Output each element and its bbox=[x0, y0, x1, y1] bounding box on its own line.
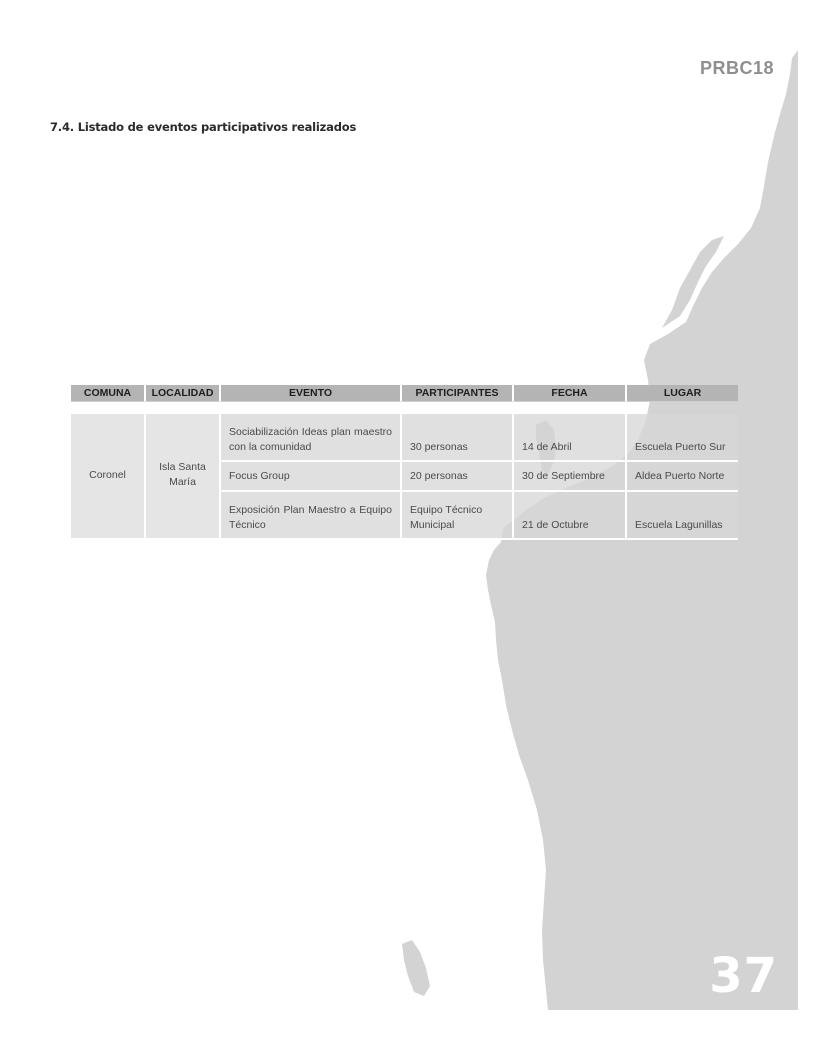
table-row bbox=[71, 414, 738, 462]
events-table-container bbox=[71, 385, 738, 540]
column-header-fecha: FECHA bbox=[514, 385, 627, 402]
column-header-comuna: COMUNA bbox=[71, 385, 146, 402]
cell-lugar: Aldea Puerto Norte bbox=[627, 462, 738, 492]
events-table bbox=[71, 385, 738, 540]
table-spacer-row bbox=[71, 402, 738, 414]
cell-fecha: 14 de Abril bbox=[514, 414, 627, 462]
column-header-participantes: PARTICIPANTES bbox=[402, 385, 514, 402]
section-title: 7.4. Listado de eventos participativos realizados bbox=[50, 120, 357, 134]
column-header-evento: EVENTO bbox=[221, 385, 402, 402]
column-header-lugar: LUGAR bbox=[627, 385, 738, 402]
page-number: 37 bbox=[709, 948, 778, 1004]
cell-participantes: 30 personas bbox=[402, 414, 514, 462]
cell-evento: Sociabilización Ideas plan maestro con la comunidad bbox=[221, 414, 402, 462]
cell-evento: Focus Group bbox=[221, 462, 402, 492]
cell-fecha: 21 de Octubre bbox=[514, 492, 627, 540]
document-code: PRBC18 bbox=[699, 58, 774, 78]
cell-participantes: Equipo Técnico Municipal bbox=[402, 492, 514, 540]
cell-participantes: 20 personas bbox=[402, 462, 514, 492]
cell-evento: Exposición Plan Maestro a Equipo Técnico bbox=[221, 492, 402, 540]
column-header-localidad: LOCALIDAD bbox=[146, 385, 221, 402]
cell-lugar: Escuela Puerto Sur bbox=[627, 414, 738, 462]
table-header-row bbox=[71, 385, 738, 402]
southern-island bbox=[402, 940, 430, 996]
cell-localidad: Isla Santa María bbox=[146, 414, 221, 540]
cell-fecha: 30 de Septiembre bbox=[514, 462, 627, 492]
cell-comuna: Coronel bbox=[71, 414, 146, 540]
cell-lugar: Escuela Lagunillas bbox=[627, 492, 738, 540]
